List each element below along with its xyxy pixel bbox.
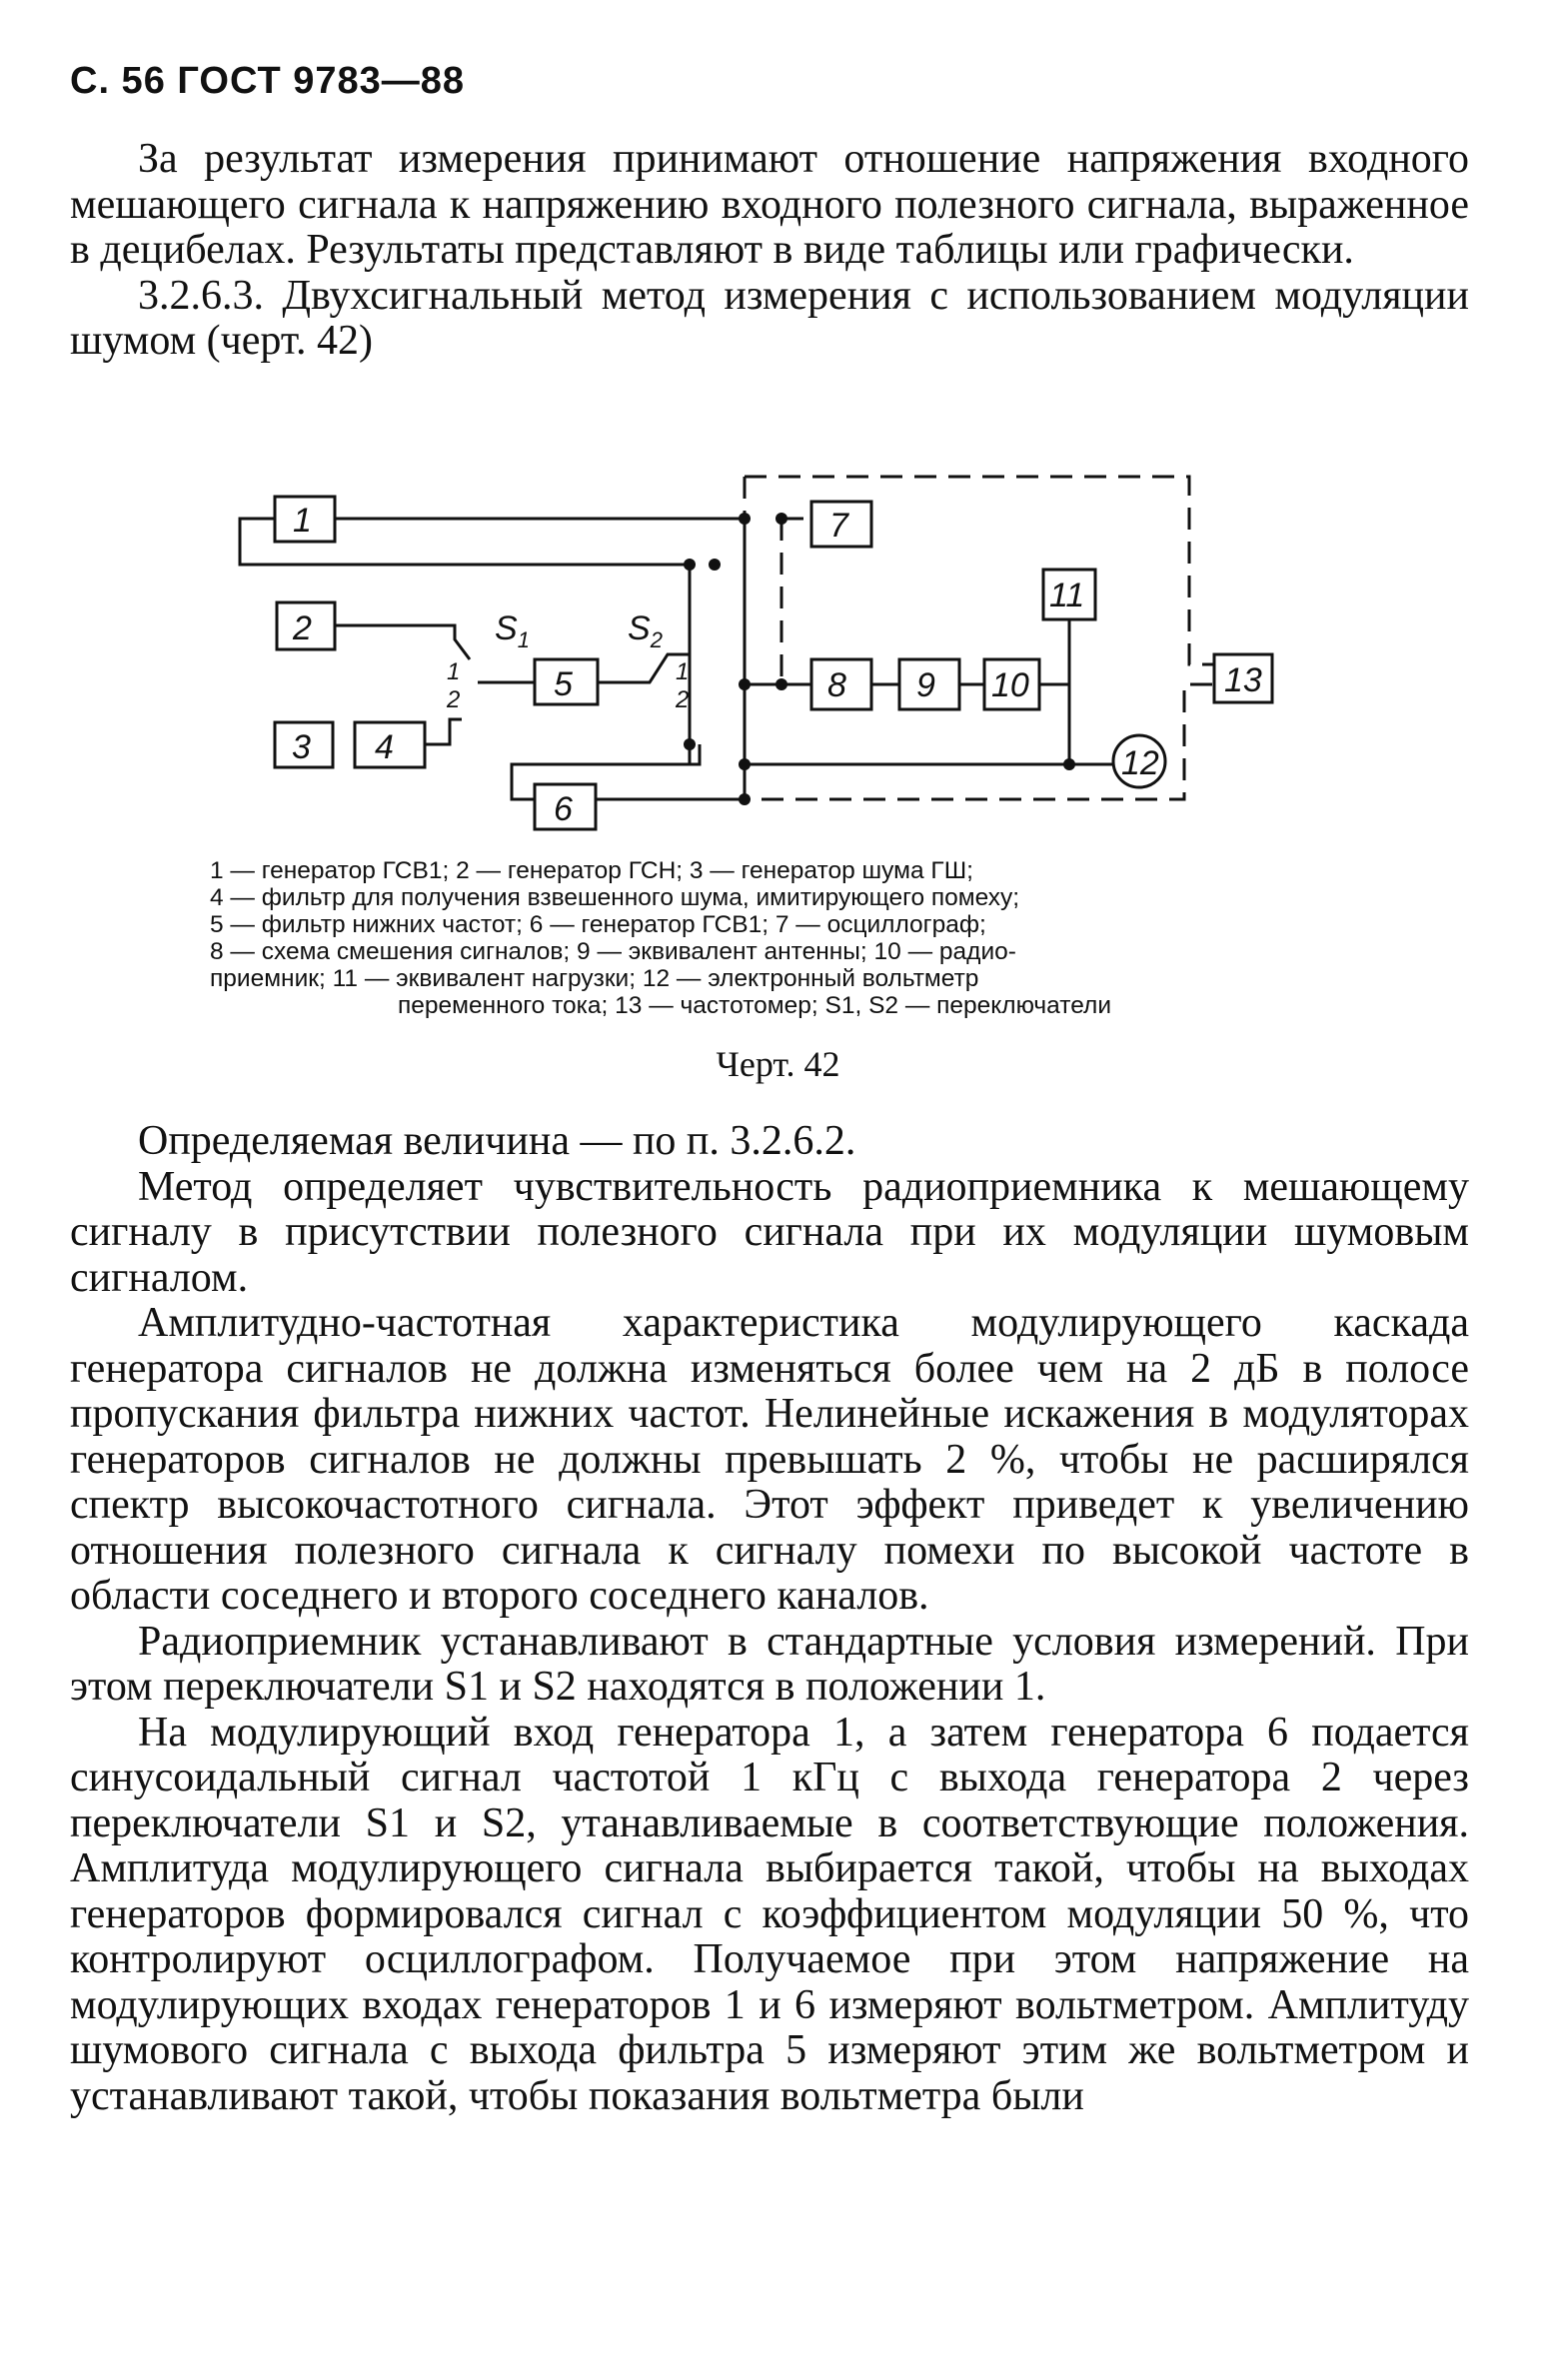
paragraph: На модулирующий вход генератора 1, а затем генератора 6 подается синусоидальный сигнал частотой 1 кГц с выхода генератора 2 через переключатели S1 и S2, утанавливаемые в соответствующие положения. Амплитуда модулирующего сигнала выбирается такой, чтобы на выходах генераторов формировался сигнал с коэффициентом модуляции 50 %, что контролируют осциллографом. Получаемое при этом напряжение на модулирующих входах генераторов 1 и 6 измеряют вольтметром. Амплитуду шумового сигнала с выхода фильтра 5 измеряют этим же вольтметром и устанавливают такой, чтобы показания вольтметра были bbox=[70, 1709, 1469, 2119]
block-2-label: 2 bbox=[293, 609, 312, 647]
junction bbox=[739, 678, 751, 690]
block-11-label: 11 bbox=[1049, 577, 1085, 614]
block-12-label: 12 bbox=[1121, 744, 1159, 782]
dashed-wire bbox=[745, 477, 1214, 664]
paragraph: За результат измерения принимают отношение напряжения входного мешающего сигнала к напряжению входного полезного сигнала, выраженное в децибелах. Результаты представляют в виде таблицы или графически. bbox=[70, 136, 1469, 273]
block-6-label: 6 bbox=[554, 790, 573, 828]
wire bbox=[425, 719, 462, 744]
junction bbox=[684, 738, 696, 750]
switch-s2-label: $S_2$ bbox=[628, 609, 663, 652]
junction bbox=[739, 513, 751, 525]
figure-caption: Черт. 42 bbox=[716, 1044, 840, 1084]
block-4-label: 4 bbox=[375, 728, 394, 766]
s2-pos-1: 1 bbox=[676, 658, 690, 685]
legend-line: 8 — схема смешения сигналов; 9 — эквивалент антенны; 10 — радио- bbox=[210, 938, 1016, 965]
junction bbox=[1063, 758, 1075, 770]
junction bbox=[739, 758, 751, 770]
block-10-label: 10 bbox=[991, 666, 1029, 704]
figure-legend bbox=[210, 857, 1299, 1019]
junction bbox=[776, 678, 787, 690]
wire bbox=[512, 744, 700, 799]
block-3-label: 3 bbox=[292, 728, 311, 766]
s1-pos-2: 2 bbox=[447, 686, 461, 713]
paragraph: Определяемая величина — по п. 3.2.6.2. bbox=[138, 1118, 856, 1164]
s2-pos-2: 2 bbox=[676, 686, 690, 713]
block-5-label: 5 bbox=[554, 665, 573, 703]
block-7-label: 7 bbox=[829, 507, 848, 545]
junction bbox=[709, 559, 721, 571]
legend-line: переменного тока; 13 — частотомер; S1, S2 — переключатели bbox=[397, 992, 1112, 1019]
block-diagram bbox=[0, 0, 1556, 859]
wire bbox=[1039, 619, 1069, 684]
block-8-label: 8 bbox=[827, 666, 846, 704]
s1-pos-1: 1 bbox=[447, 658, 461, 685]
wire bbox=[335, 625, 470, 659]
legend-line: 5 — фильтр нижних частот; 6 — генератор ГСВ1; 7 — осциллограф; bbox=[210, 911, 986, 938]
body-text bbox=[70, 1119, 1469, 2119]
paragraph: Метод определяет чувствительность радиоприемника к мешающему сигналу в присутствии полезного сигнала при их модуляции шумовым сигналом. bbox=[70, 1163, 1469, 1301]
legend-line: приемник; 11 — эквивалент нагрузки; 12 — электронный вольтметр bbox=[210, 965, 979, 992]
paragraph: Радиоприемник устанавливают в стандартные условия измерений. При этом переключатели S1 и S2 находятся в положении 1. bbox=[70, 1618, 1469, 1710]
block-13-label: 13 bbox=[1224, 661, 1262, 699]
block-1-label: 1 bbox=[293, 502, 312, 540]
paragraph: Амплитудно-частотная характеристика модулирующего каскада генератора сигналов не должна изменяться более чем на 2 дБ в полосе пропускания фильтра нижних частот. Нелинейные искажения в модуляторах генераторов сигналов не должны превышать 2 %, чтобы не расширялся спектр высокочастотного сигнала. Этот эффект приведет к увеличению отношения полезного сигнала к сигналу помехи по высокой частоте в области соседнего и второго соседнего каналов. bbox=[70, 1300, 1469, 1619]
block-9-label: 9 bbox=[916, 666, 935, 704]
junction bbox=[684, 559, 696, 571]
junction bbox=[776, 513, 787, 525]
page-header: С. 56 ГОСТ 9783—88 bbox=[70, 60, 466, 102]
switch-s1-label: $S_1$ bbox=[495, 609, 530, 652]
legend-line: 1 — генератор ГСВ1; 2 — генератор ГСН; 3 — генератор шума ГШ; bbox=[210, 857, 973, 884]
section-heading: 3.2.6.3. Двухсигнальный метод измерения с использованием модуляции шумом (черт. 42) bbox=[70, 272, 1469, 364]
junction bbox=[739, 793, 751, 805]
legend-line: 4 — фильтр для получения взвешенного шума, имитирующего помеху; bbox=[210, 884, 1020, 911]
wire bbox=[1069, 684, 1113, 764]
